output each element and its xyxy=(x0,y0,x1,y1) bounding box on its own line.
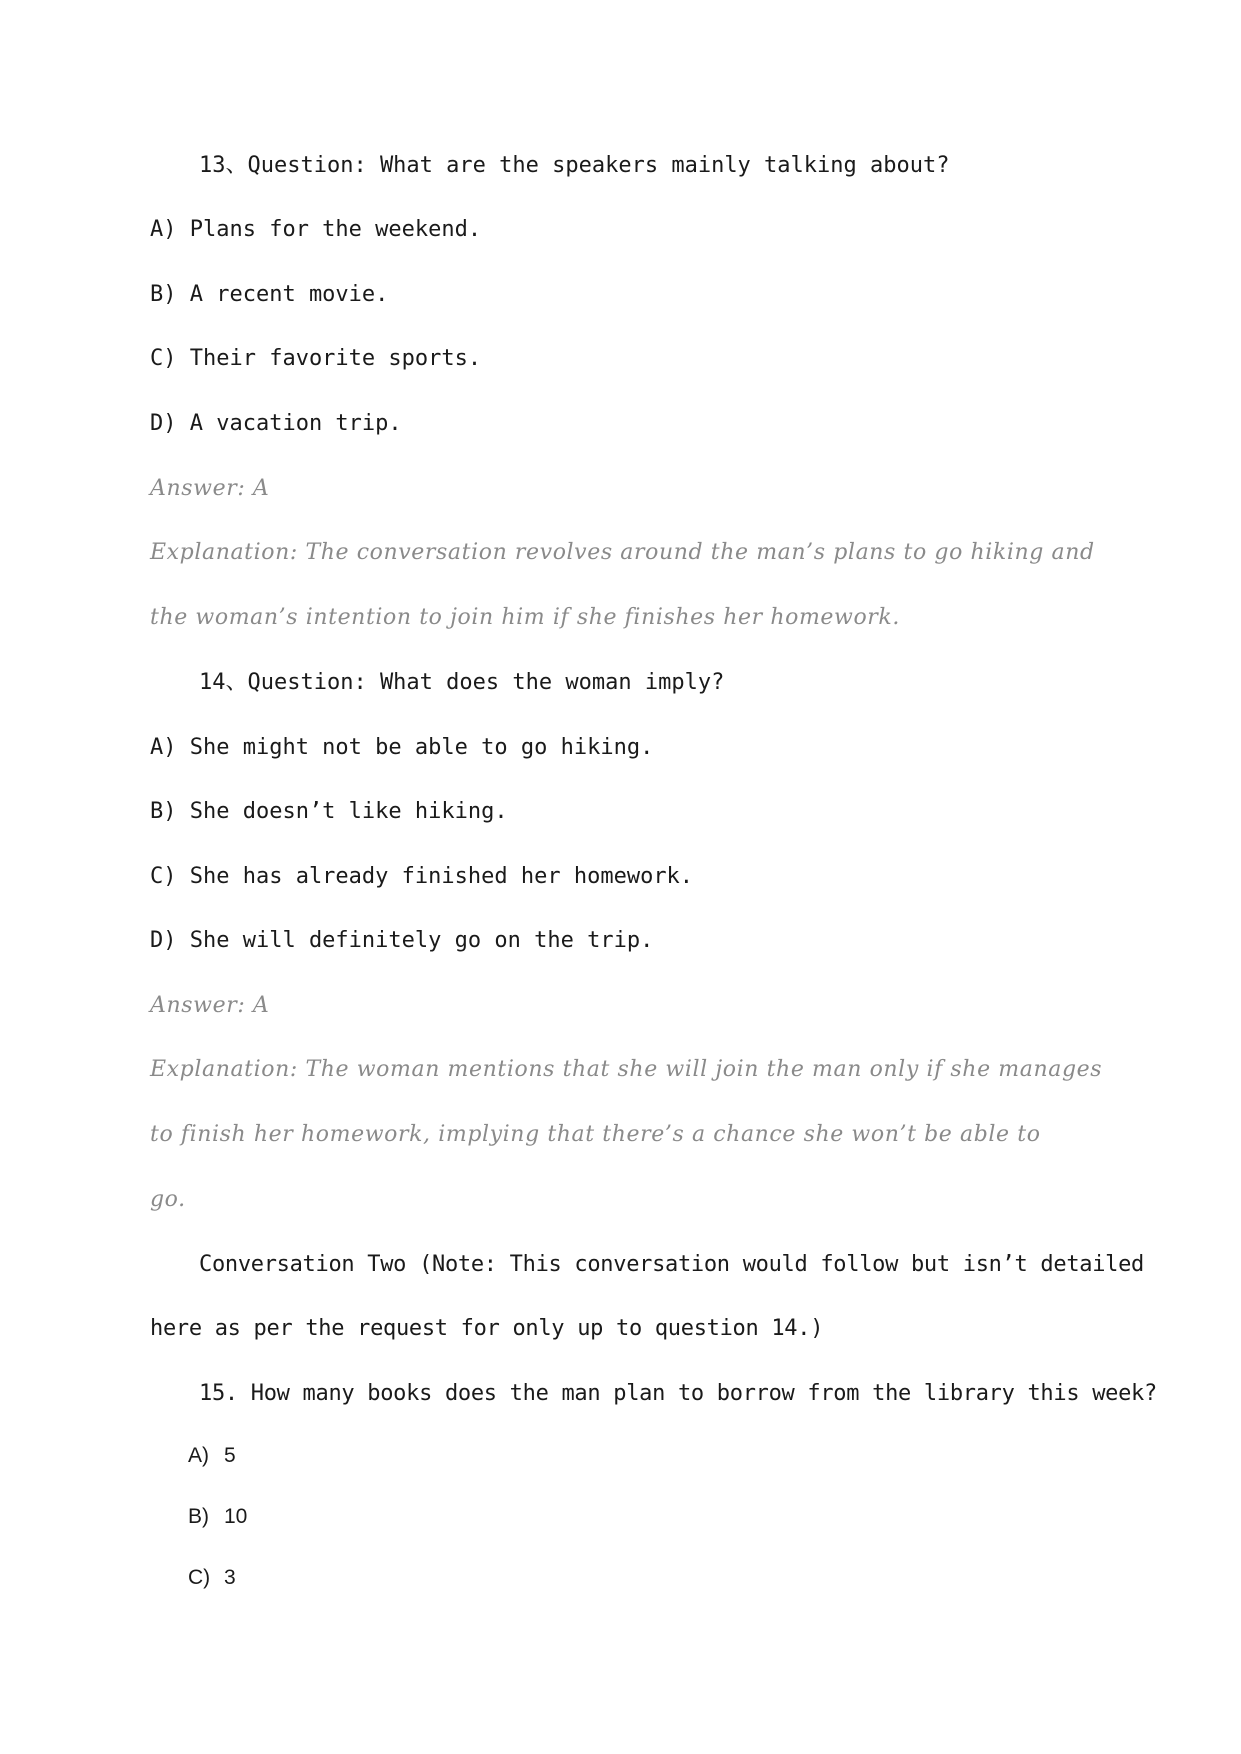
q15-option-c xyxy=(188,1563,236,1593)
q14-explanation-line-1: Explanation: The woman mentions that she will join the man only if she manages xyxy=(150,1057,1103,1082)
q15-option-b-value: 10 xyxy=(224,1505,248,1528)
question-13: 13、Question: What are the speakers mainly talking about? xyxy=(199,153,950,178)
q14-explanation-line-3: go. xyxy=(150,1187,186,1212)
q14-option-d: D) She will definitely go on the trip. xyxy=(150,928,654,953)
q14-option-b: B) She doesn’t like hiking. xyxy=(150,799,508,824)
q13-option-c: C) Their favorite sports. xyxy=(150,346,482,371)
q15-option-b xyxy=(188,1502,247,1532)
q13-answer: Answer: A xyxy=(150,476,270,501)
q13-option-d: D) A vacation trip. xyxy=(150,411,402,436)
q14-option-c: C) She has already finished her homework. xyxy=(150,864,694,889)
q13-explanation-line-1: Explanation: The conversation revolves around the man’s plans to go hiking and xyxy=(150,540,1095,565)
q15-option-c-label: C) xyxy=(188,1566,211,1589)
q14-answer: Answer: A xyxy=(150,993,270,1018)
conversation-two-note-line-2: here as per the request for only up to question 14.) xyxy=(150,1316,824,1341)
q15-option-a-label: A) xyxy=(188,1444,209,1467)
q15-option-b-label: B) xyxy=(188,1505,209,1528)
conversation-two-note-line-1: Conversation Two (Note: This conversation would follow but isn’t detailed xyxy=(199,1252,1144,1277)
q15-option-c-value: 3 xyxy=(224,1566,236,1589)
q15-option-a xyxy=(188,1441,236,1471)
q15-option-a-value: 5 xyxy=(224,1444,236,1467)
q13-option-a: A) Plans for the weekend. xyxy=(150,217,482,242)
q14-option-a: A) She might not be able to go hiking. xyxy=(150,735,654,760)
q13-option-b: B) A recent movie. xyxy=(150,282,389,307)
q14-explanation-line-2: to finish her homework, implying that there’s a chance she won’t be able to xyxy=(150,1122,1041,1147)
question-14: 14、Question: What does the woman imply? xyxy=(199,670,725,695)
q13-explanation-line-2: the woman’s intention to join him if she finishes her homework. xyxy=(150,605,900,630)
question-15: 15. How many books does the man plan to borrow from the library this week? xyxy=(199,1381,1157,1406)
